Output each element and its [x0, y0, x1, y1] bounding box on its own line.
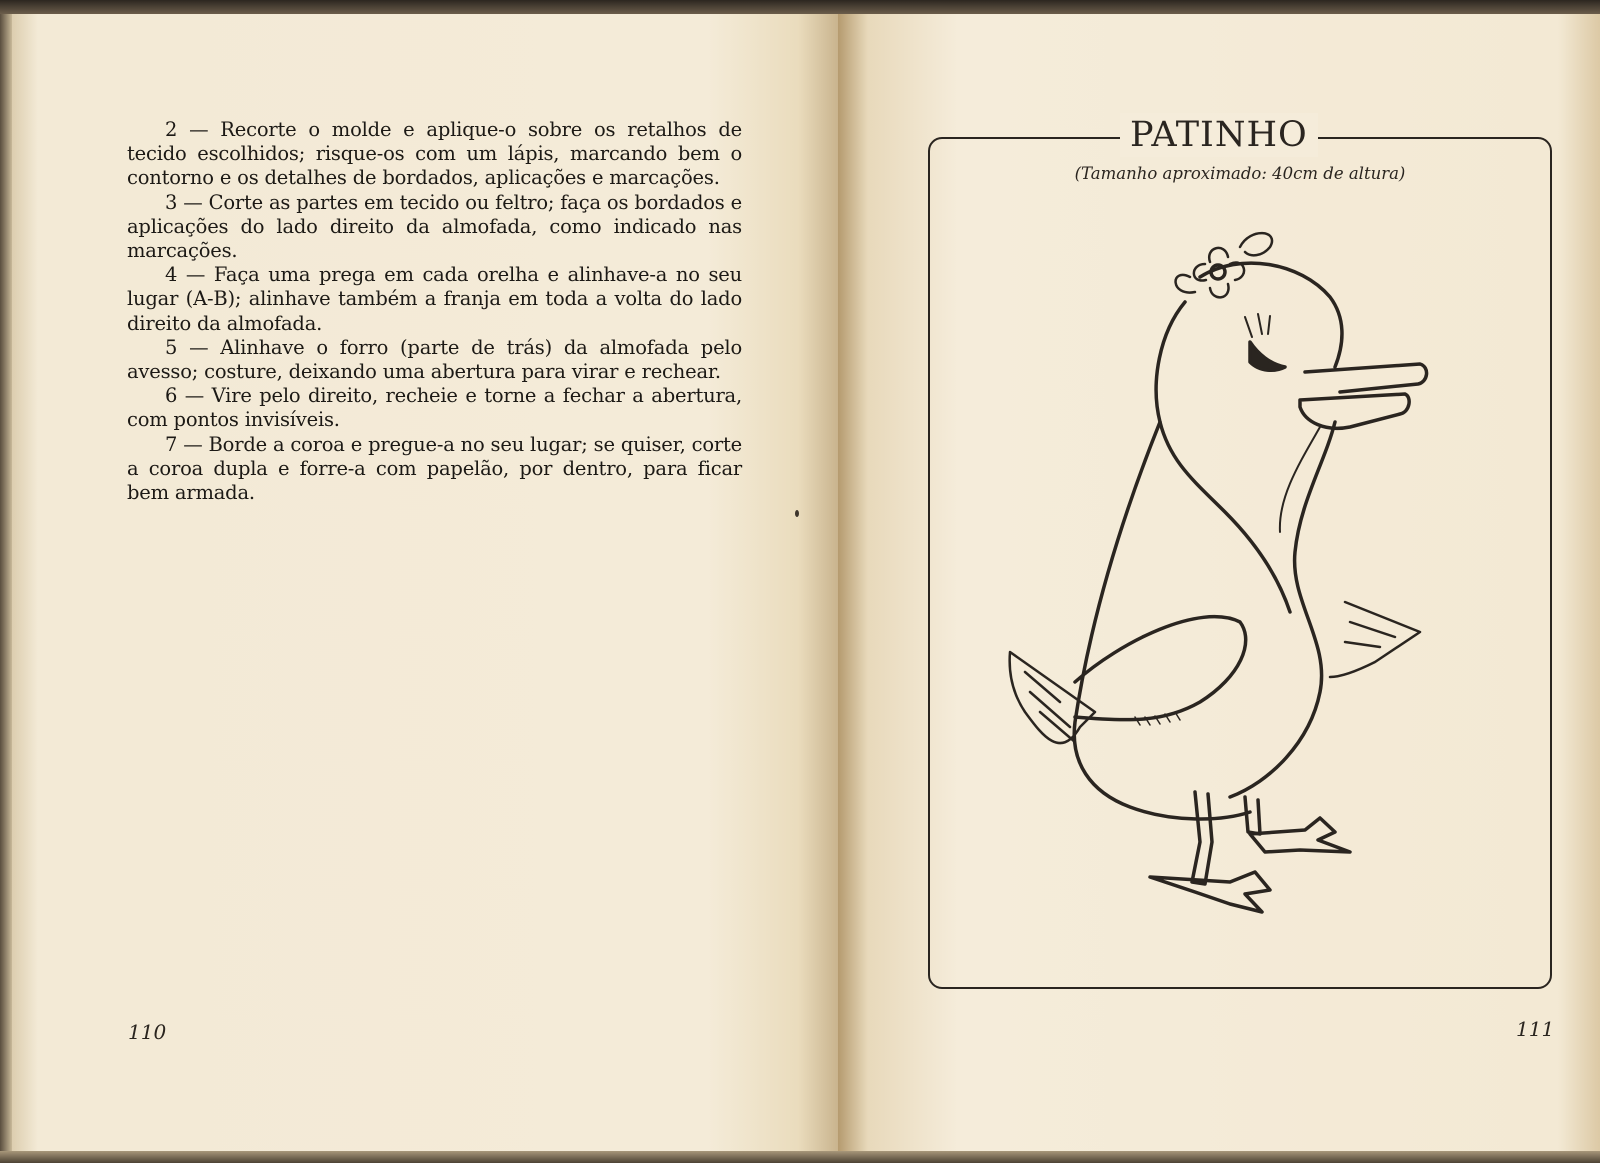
page-number-right: 111	[1516, 1017, 1555, 1041]
page-number-left: 110	[128, 1020, 167, 1044]
book-edge	[0, 0, 12, 1163]
ink-speck	[795, 510, 799, 517]
duck-body	[1074, 422, 1250, 819]
duck-beak	[1300, 364, 1427, 428]
instruction-step-3: 3 — Corte as partes em tecido ou feltro; faça os bordados e aplicações do lado direito da almofada, como indicado nas marcações.	[127, 190, 742, 263]
duck-drawing	[1000, 222, 1470, 922]
duck-wing	[1075, 617, 1246, 720]
bottom-edge	[0, 1151, 1600, 1163]
duck-foot-right	[1250, 818, 1350, 852]
duck-lashes	[1245, 314, 1270, 337]
duck-back-feathers	[1330, 602, 1420, 677]
instruction-step-4: 4 — Faça uma prega em cada orelha e alinhave-a no seu lugar (A-B); alinhave também a franja em toda a volta do lado direito da almofada.	[127, 263, 742, 335]
instruction-step-2: 2 — Recorte o molde e aplique-o sobre os retalhos de tecido escolhidos; risque-os com um lápis, marcando bem o contorno e os detalhes de bordados, aplicações e marcações.	[127, 118, 742, 190]
duck-foot-left	[1150, 872, 1270, 912]
duck-head-back	[1156, 302, 1290, 612]
top-edge	[0, 0, 1600, 14]
pattern-size-note: (Tamanho aproximado: 40cm de altura)	[1074, 164, 1406, 183]
duck-leg-left	[1192, 792, 1212, 884]
bow-flower-petals	[1194, 248, 1244, 297]
title-box	[1120, 113, 1318, 157]
instruction-step-6: 6 — Vire pelo direito, recheie e torne a fechar a abertura, com pontos invisíveis.	[127, 384, 742, 432]
instructions-text	[127, 118, 742, 505]
instruction-step-5: 5 — Alinhave o forro (parte de trás) da almofada pelo avesso; costure, deixando uma abertura para virar e rechear.	[127, 335, 742, 384]
duck-eye	[1250, 342, 1285, 370]
pattern-title: PATINHO	[1130, 115, 1308, 155]
duck-chest	[1230, 422, 1335, 797]
duck-leg-right	[1245, 797, 1260, 834]
instruction-step-7: 7 — Borde a coroa e pregue-a no seu lugar; se quiser, corte a coroa dupla e forre-a com papelão, por dentro, para ficar bem armada.	[127, 432, 742, 505]
duck-tail	[1010, 652, 1095, 743]
